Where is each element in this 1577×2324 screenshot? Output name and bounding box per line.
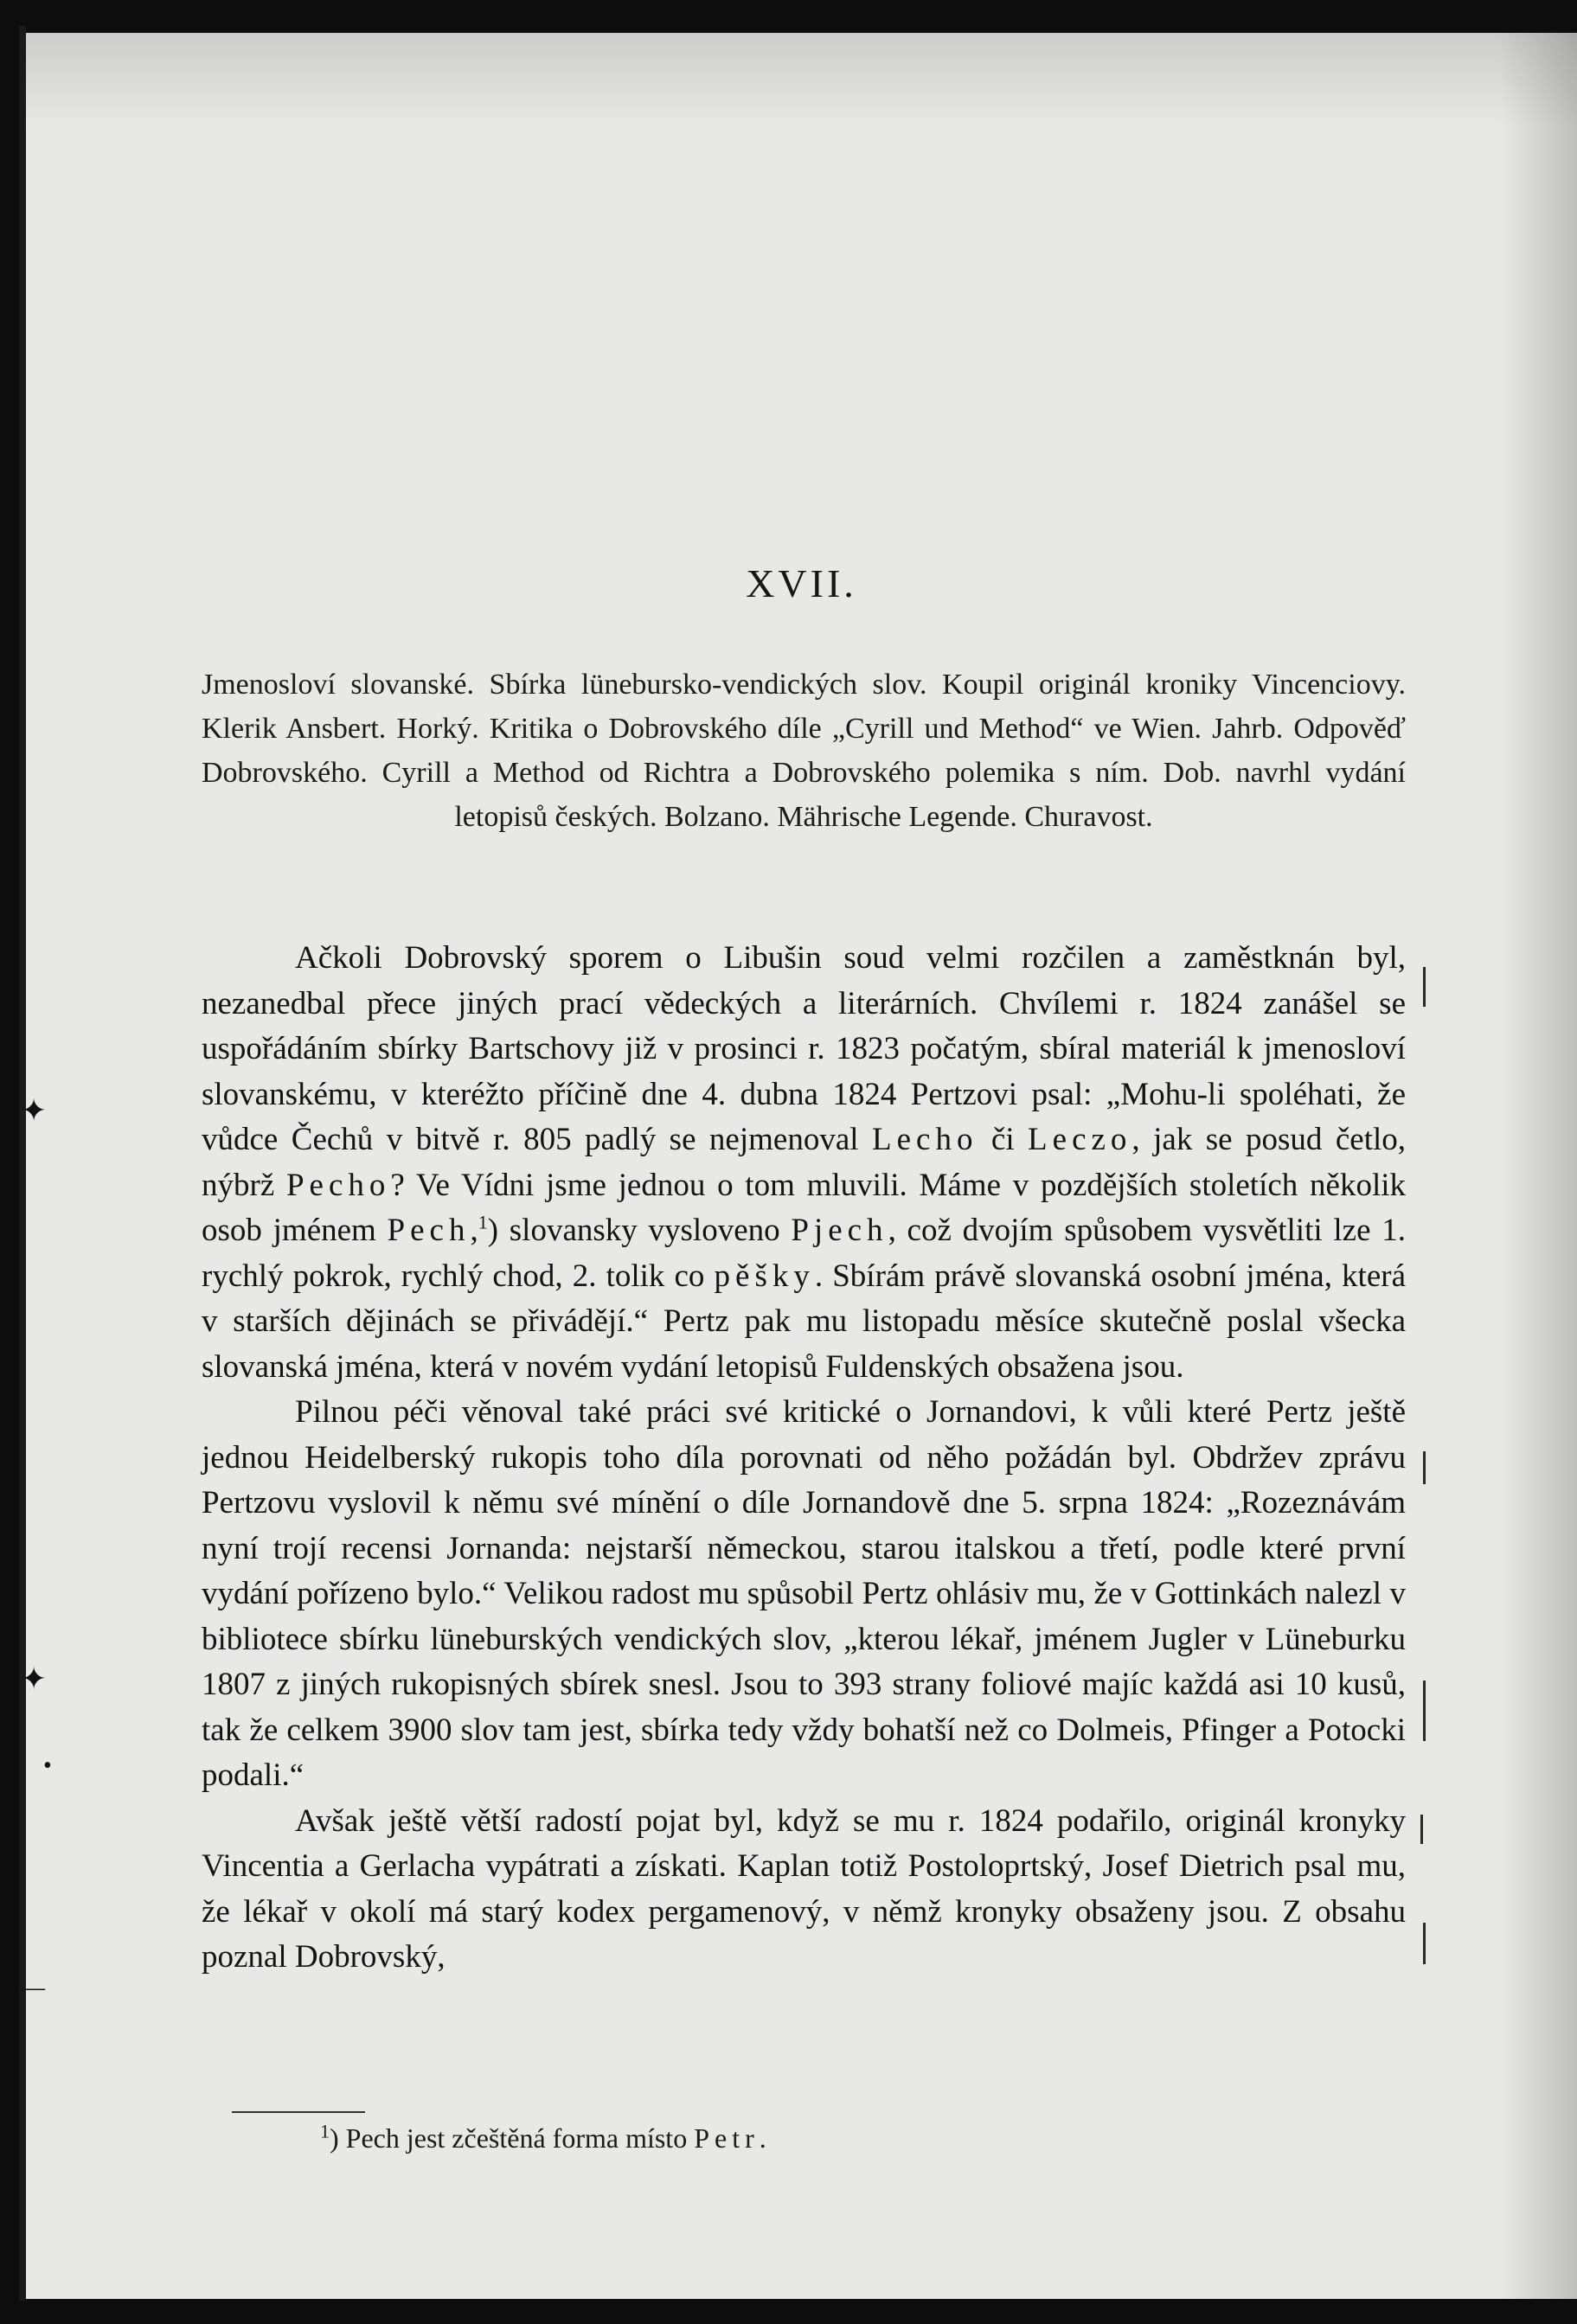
edge-thread-mark: ✦ (21, 1093, 48, 1128)
margin-pencil-mark (1423, 967, 1426, 1007)
paragraph-1: Ačkoli Dobrovský sporem o Libušin soud velmi rozčilen a zaměstknán byl, nezanedbal přece jiných prací vědeckých a literárních. Chvílemi r. 1824 zanášel se uspořádáním sbírky Bartschovy již v prosinci r. 1823 počatým, sbíral materiál k jmenosloví slovanskému, v kteréžto příčině dne 4. dubna 1824 Pertzovi psal: „Mohu-li spoléhati, že vůdce Čechů v bitvě r. 805 padlý se nejmenoval Lecho či Leczo, jak se posud četlo, nýbrž Pecho? Ve Vídni jsme jednou o tom mluvili. Máme v pozdějších stoletích několik osob jménem Pech,$^1$) slovansky vysloveno Pjech, což dvojím spůsobem vysvětliti lze 1. rychlý pokrok, rychlý chod, 2. tolik co pěšky. Sbírám právě slovanská osobní jména, která v starších dějinách se přivádějí.“ Pertz pak mu listopadu měsíce skutečně poslal všecka slovanská jména, která v novém vydání letopisů Fuldenských obsažena jsou. (202, 940, 1407, 1385)
p1-text-3: , jak se posud četlo, nýbrž (202, 1122, 1407, 1203)
word-pesky: pěšky (714, 1258, 815, 1294)
margin-pencil-mark (1423, 1451, 1426, 1484)
edge-thread-mark: • (43, 1752, 52, 1779)
paragraph-3: Avšak ještě větší radostí pojat byl, když se mu r. 1824 podařilo, originál kronyky Vincentia a Gerlacha vypátrati a získati. Kaplan totiž Postoloprtský, Josef Dietrich psal mu, že lékař v okolí má starý kodex pergamenový, v němž kronyky obsaženy jsou. Z obsahu poznal Dobrovský, (202, 1802, 1406, 1975)
p1-text-4: ? Ve Vídni jsme jednou o tom mluvili. Máme v pozdějších stoletích několik osob jménem (202, 1167, 1406, 1248)
paragraph-2: Pilnou péči věnoval také práci své kritické o Jornandovi, k vůli které Pertz ještě jednou Heidelberský rukopis toho díla porovnati od něho požádán byl. Obdržev zprávu Pertzovu vyslovil k němu své mínění o díle Jornandově dne 5. srpna 1824: „Rozeznávám nyní trojí recensi Jornanda: nejstarší německou, starou italskou a třetí, podle které první vydání pořízeno bylo.“ Velikou radost mu spůsobil Pertz ohlásiv mu, že v Gottinkách nalezl v bibliotece sbírku lüneburských vendických slov, „kterou lékař, jménem Jugler v Lüneburku 1807 z jiných rukopisných sbírek snesl. Jsou to 393 strany foliové majíc každá asi 10 kusů, tak že celkem 3900 slov tam jest, sbírka tedy vždy bohatší než co Dolmeis, Pfinger a Potocki podali.“ (202, 1394, 1406, 1793)
footnote-reference: 1 (478, 1211, 488, 1233)
name-leczo: Leczo (1028, 1122, 1132, 1157)
footnote-text-1: ) Pech jest zčeštěná forma místo (330, 2122, 695, 2154)
book-spine (19, 26, 26, 2301)
p1-text-6: , což dvojím spůsobem vysvětliti lze 1. rychlý pokrok, rychlý chod, 2. tolik co (202, 1213, 1406, 1294)
scan-shadow-top (26, 33, 1577, 128)
name-pech: Pech (387, 1213, 471, 1248)
chapter-number: XVII. (746, 561, 857, 605)
margin-pencil-mark (1420, 1815, 1423, 1844)
margin-pencil-mark (1423, 1681, 1426, 1741)
footnote-marker: 1 (320, 2120, 330, 2142)
name-pecho: Pecho (285, 1167, 391, 1203)
scan-shadow-right (1499, 33, 1577, 2299)
body-text (202, 936, 1406, 1981)
chapter-summary: Jmenosloví slovanské. Sbírka lüneburskо-vendických slov. Koupil originál kroniky Vincenciovy. Klerik Ansbert. Horký. Kritika o Dobrovského díle „Cyrill und Method“ ve Wien. Jahrb. Odpověď Dobrovského. Cyrill a Method od Richtra a Dobrovského polemika s ním. Dob. navrhl vydání letopisů českých. Bolzano. Mährische Legende. Churavost. (202, 669, 1406, 833)
p1-text-7: . Sbírám právě slovanská osobní jména, která v starších dějinách se přivádějí.“ Pertz pak mu listopadu měsíce skutečně poslal všecka slovanská jména, která v novém vydání letopisů Fuldenských obsažena jsou. (202, 1258, 1407, 1385)
edge-thread-mark: ✦ (21, 1661, 48, 1696)
scanned-page (19, 33, 1577, 2299)
footnote (320, 2119, 766, 2157)
footnote-name-petr: Petr (694, 2122, 760, 2154)
p1-text-1: Ačkoli Dobrovský sporem o Libušin soud velmi rozčilen a zaměstknán byl, nezanedbal přece jiných prací vědeckých a literárních. Chvílemi r. 1824 zanášel se uspořádáním sbírky Bartschovy již v prosinci r. 1823 počatým, sbíral materiál k jmenosloví slovanskému, v kteréžto příčině dne 4. dubna 1824 Pertzovi psal: „Mohu-li spoléhati, že vůdce Čechů v bitvě r. 805 padlý se nejmenoval (202, 940, 1406, 1157)
margin-pencil-mark (1423, 1923, 1426, 1964)
p1-text-2: či (978, 1122, 1029, 1157)
name-lecho: Lecho (872, 1122, 978, 1157)
edge-thread-mark: — (19, 1973, 45, 2001)
name-pjech: Pjech (791, 1213, 888, 1248)
p1-text-5: ) slovansky vysloveno (487, 1213, 792, 1248)
footnote-text-2: . (759, 2122, 766, 2154)
footnote-rule (232, 2111, 365, 2113)
